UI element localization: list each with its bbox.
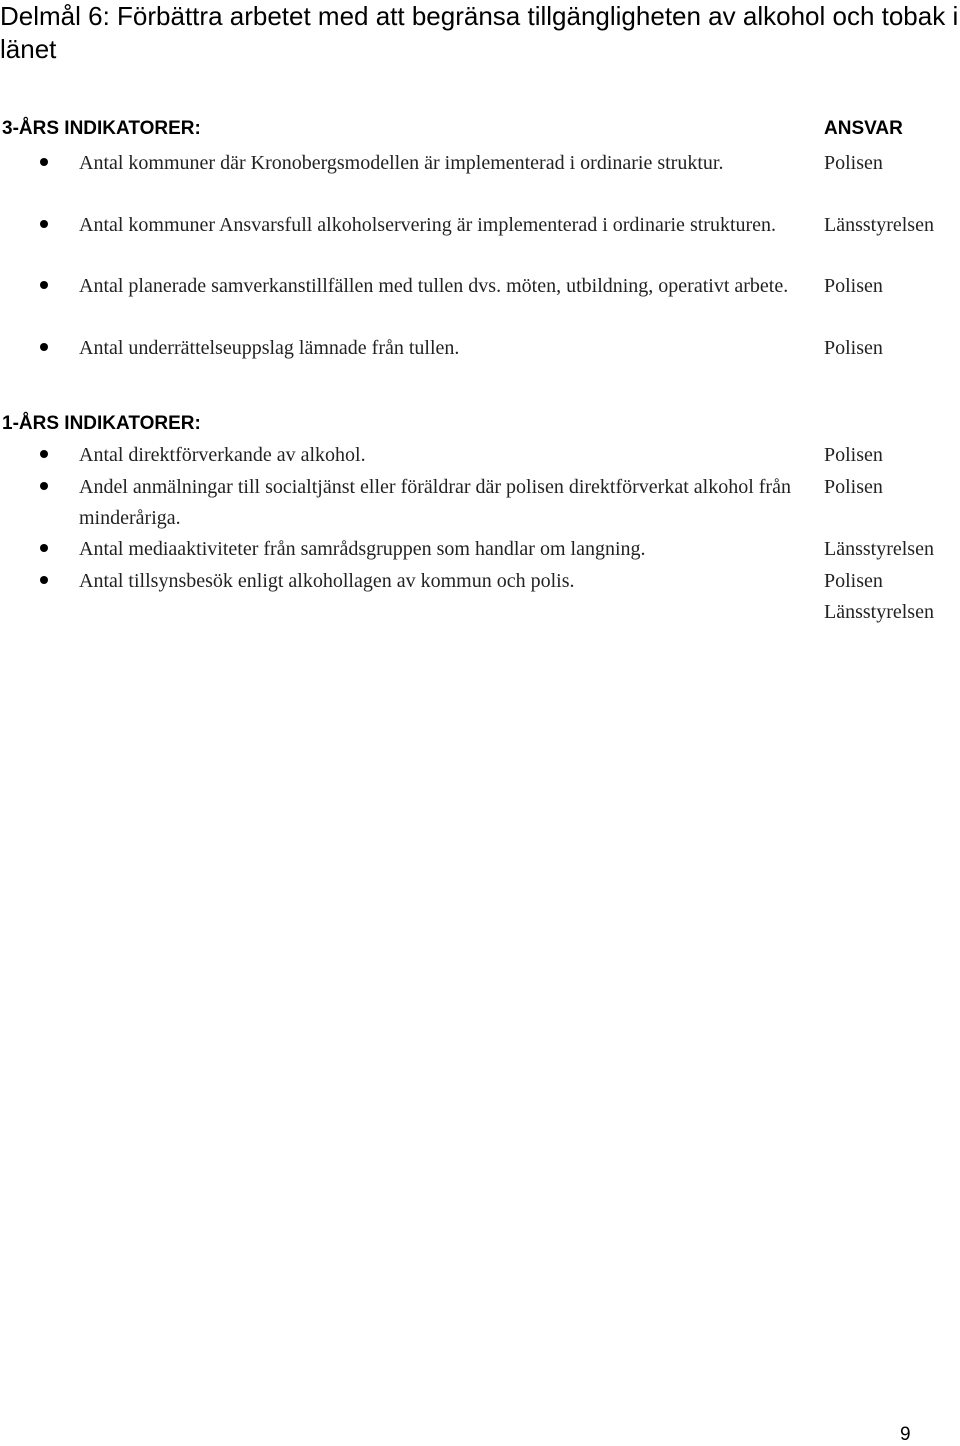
responsible-party: Polisen — [824, 444, 883, 466]
indicator-text: Antal kommuner där Kronobergsmodellen är implementerad i ordinarie struktur. — [79, 152, 724, 174]
indicator-text: Antal planerade samverkanstillfällen med tullen dvs. möten, utbildning, operativt arbete. — [79, 275, 789, 297]
indicator-text: Andel anmälningar till socialtjänst eller föräldrar där polisen direktförverkat alkohol från minderåriga. — [79, 476, 791, 529]
bullet-icon — [40, 281, 48, 289]
indicator-text: Antal underrättelseuppslag lämnade från tullen. — [79, 337, 460, 359]
bullet-icon — [40, 450, 48, 458]
bullet-icon — [40, 220, 48, 228]
responsible-party: Polisen — [824, 275, 883, 297]
page-number: 9 — [900, 1424, 911, 1445]
responsible-party: Polisen — [824, 337, 883, 359]
indicator-text: Antal tillsynsbesök enligt alkohollagen av kommun och polis. — [79, 570, 575, 592]
responsible-party: Polisen Länsstyrelsen — [824, 570, 934, 623]
bullet-icon — [40, 158, 48, 166]
responsible-party: Polisen — [824, 476, 883, 498]
bullet-icon — [40, 576, 48, 584]
indicator-text: Antal direktförverkande av alkohol. — [79, 444, 366, 466]
three-year-indicators-heading: 3-ÅRS INDIKATORER: — [2, 118, 201, 139]
indicator-text: Antal kommuner Ansvarsfull alkoholservering är implementerad i ordinarie strukturen. — [79, 214, 777, 236]
page-title: Delmål 6: Förbättra arbetet med att begränsa tillgängligheten av alkohol och tobak i länet — [0, 1, 959, 64]
responsible-party: Polisen — [824, 152, 883, 174]
one-year-indicators-heading: 1-ÅRS INDIKATORER: — [2, 413, 201, 434]
responsible-party: Länsstyrelsen — [824, 214, 934, 236]
bullet-icon — [40, 343, 48, 351]
responsible-party: Länsstyrelsen — [824, 538, 934, 560]
ansvar-heading: ANSVAR — [824, 118, 903, 139]
bullet-icon — [40, 482, 48, 490]
bullet-icon — [40, 544, 48, 552]
indicator-text: Antal mediaaktiviteter från samrådsgruppen som handlar om langning. — [79, 538, 646, 560]
